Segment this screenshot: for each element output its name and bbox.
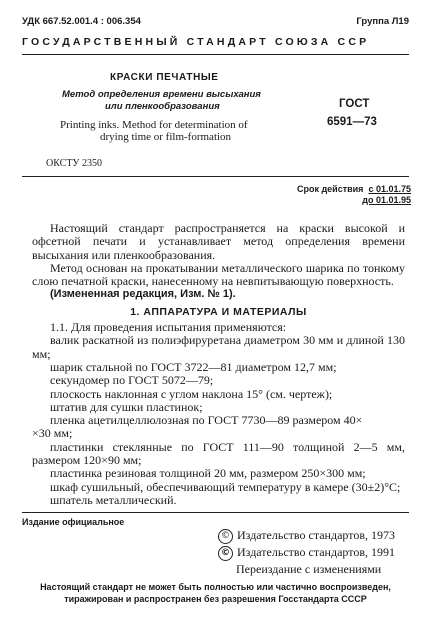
document-subtitle-line2: или пленкообразования [105, 101, 220, 112]
glass-item: пластинки стеклянные по ГОСТ 111—90 толщиной 2—5 мм, размером 120×90 мм; [32, 439, 405, 468]
document-title: КРАСКИ ПЕЧАТНЫЕ [110, 72, 219, 83]
intro-paragraph: Настоящий стандарт распространяется на краски высокой и офсетной печати и устанавливает метод определения времени высыхания или пленкообразования. [32, 221, 405, 262]
gost-number: 6591—73 [327, 116, 377, 128]
document-body [32, 222, 405, 507]
amendment-note: (Измененная редакция, Изм. № 1). [50, 288, 236, 301]
document-subtitle-line1: Метод определения времени высыхания [62, 89, 261, 100]
plane-item: плоскость наклонная с углом наклона 15° (см. чертеж); [50, 386, 333, 401]
validity-to: до 01.01.95 [362, 195, 411, 205]
edition-label: Издание официальное [22, 517, 125, 527]
publisher-line3: Переиздание с изменениями [236, 562, 382, 576]
validity-from: с 01.01.75 [368, 184, 411, 194]
validity-period [297, 184, 411, 206]
spatula-item: шпатель металлический. [50, 492, 177, 507]
publisher-line2: Издательство стандартов, 1991 [237, 545, 395, 559]
header-rule [22, 54, 409, 55]
english-title-line1: Printing inks. Method for determination of [60, 119, 248, 131]
method-paragraph: Метод основан на прокатывании металлического шарика по тонкому слою печатной краски, нанесенному на невпитывающую поверхность. [32, 260, 405, 289]
publisher-line1: Издательство стандартов, 1973 [237, 528, 395, 542]
stand-item: штатив для сушки пластинок; [50, 399, 203, 414]
roller-item: валик раскатной из полиэфируретана диаметром 30 мм и длиной 130 мм; [32, 333, 405, 361]
footer-line2: тиражирован и распространен без разрешения Госстандарта СССР [64, 594, 367, 604]
film-item-continuation: ×30 мм; [32, 426, 73, 441]
stopwatch-item: секундомер по ГОСТ 5072—79; [50, 373, 214, 388]
copyright-icon: © [218, 546, 233, 561]
udk-code: УДК 667.52.001.4 : 006.354 [22, 16, 141, 27]
group-code: Группа Л19 [356, 16, 409, 27]
ball-item: шарик стальной по ГОСТ 3722—81 диаметром 12,7 мм; [50, 359, 337, 374]
gost-label: ГОСТ [339, 98, 370, 110]
film-item: пленка ацетилцеллюлозная по ГОСТ 7730—89 размером 40× [50, 413, 363, 428]
validity-label: Срок действия [296, 184, 364, 194]
publisher-line1-row [218, 528, 408, 544]
title-rule [22, 176, 409, 177]
okstu-code: ОКСТУ 2350 [46, 158, 103, 169]
cabinet-item: шкаф сушильный, обеспечивающий температуру в камере (30±2)°С; [50, 479, 401, 494]
section-heading: 1. АППАРАТУРА И МАТЕРИАЛЫ [130, 305, 307, 318]
footer-line1: Настоящий стандарт не может быть полностью или частично воспроизведен, [40, 582, 391, 592]
item-1-1: 1.1. Для проведения испытания применяются: [50, 320, 287, 335]
rubber-item: пластинка резиновая толщиной 20 мм, размером 250×300 мм; [50, 466, 366, 481]
state-standard-banner: ГОСУДАРСТВЕННЫЙ СТАНДАРТ СОЮЗА ССР [22, 36, 370, 48]
publisher-line2-row [218, 545, 408, 561]
english-title-line2: drying time or film-formation [100, 131, 232, 143]
body-rule [22, 512, 409, 513]
copyright-icon: © [218, 529, 233, 544]
